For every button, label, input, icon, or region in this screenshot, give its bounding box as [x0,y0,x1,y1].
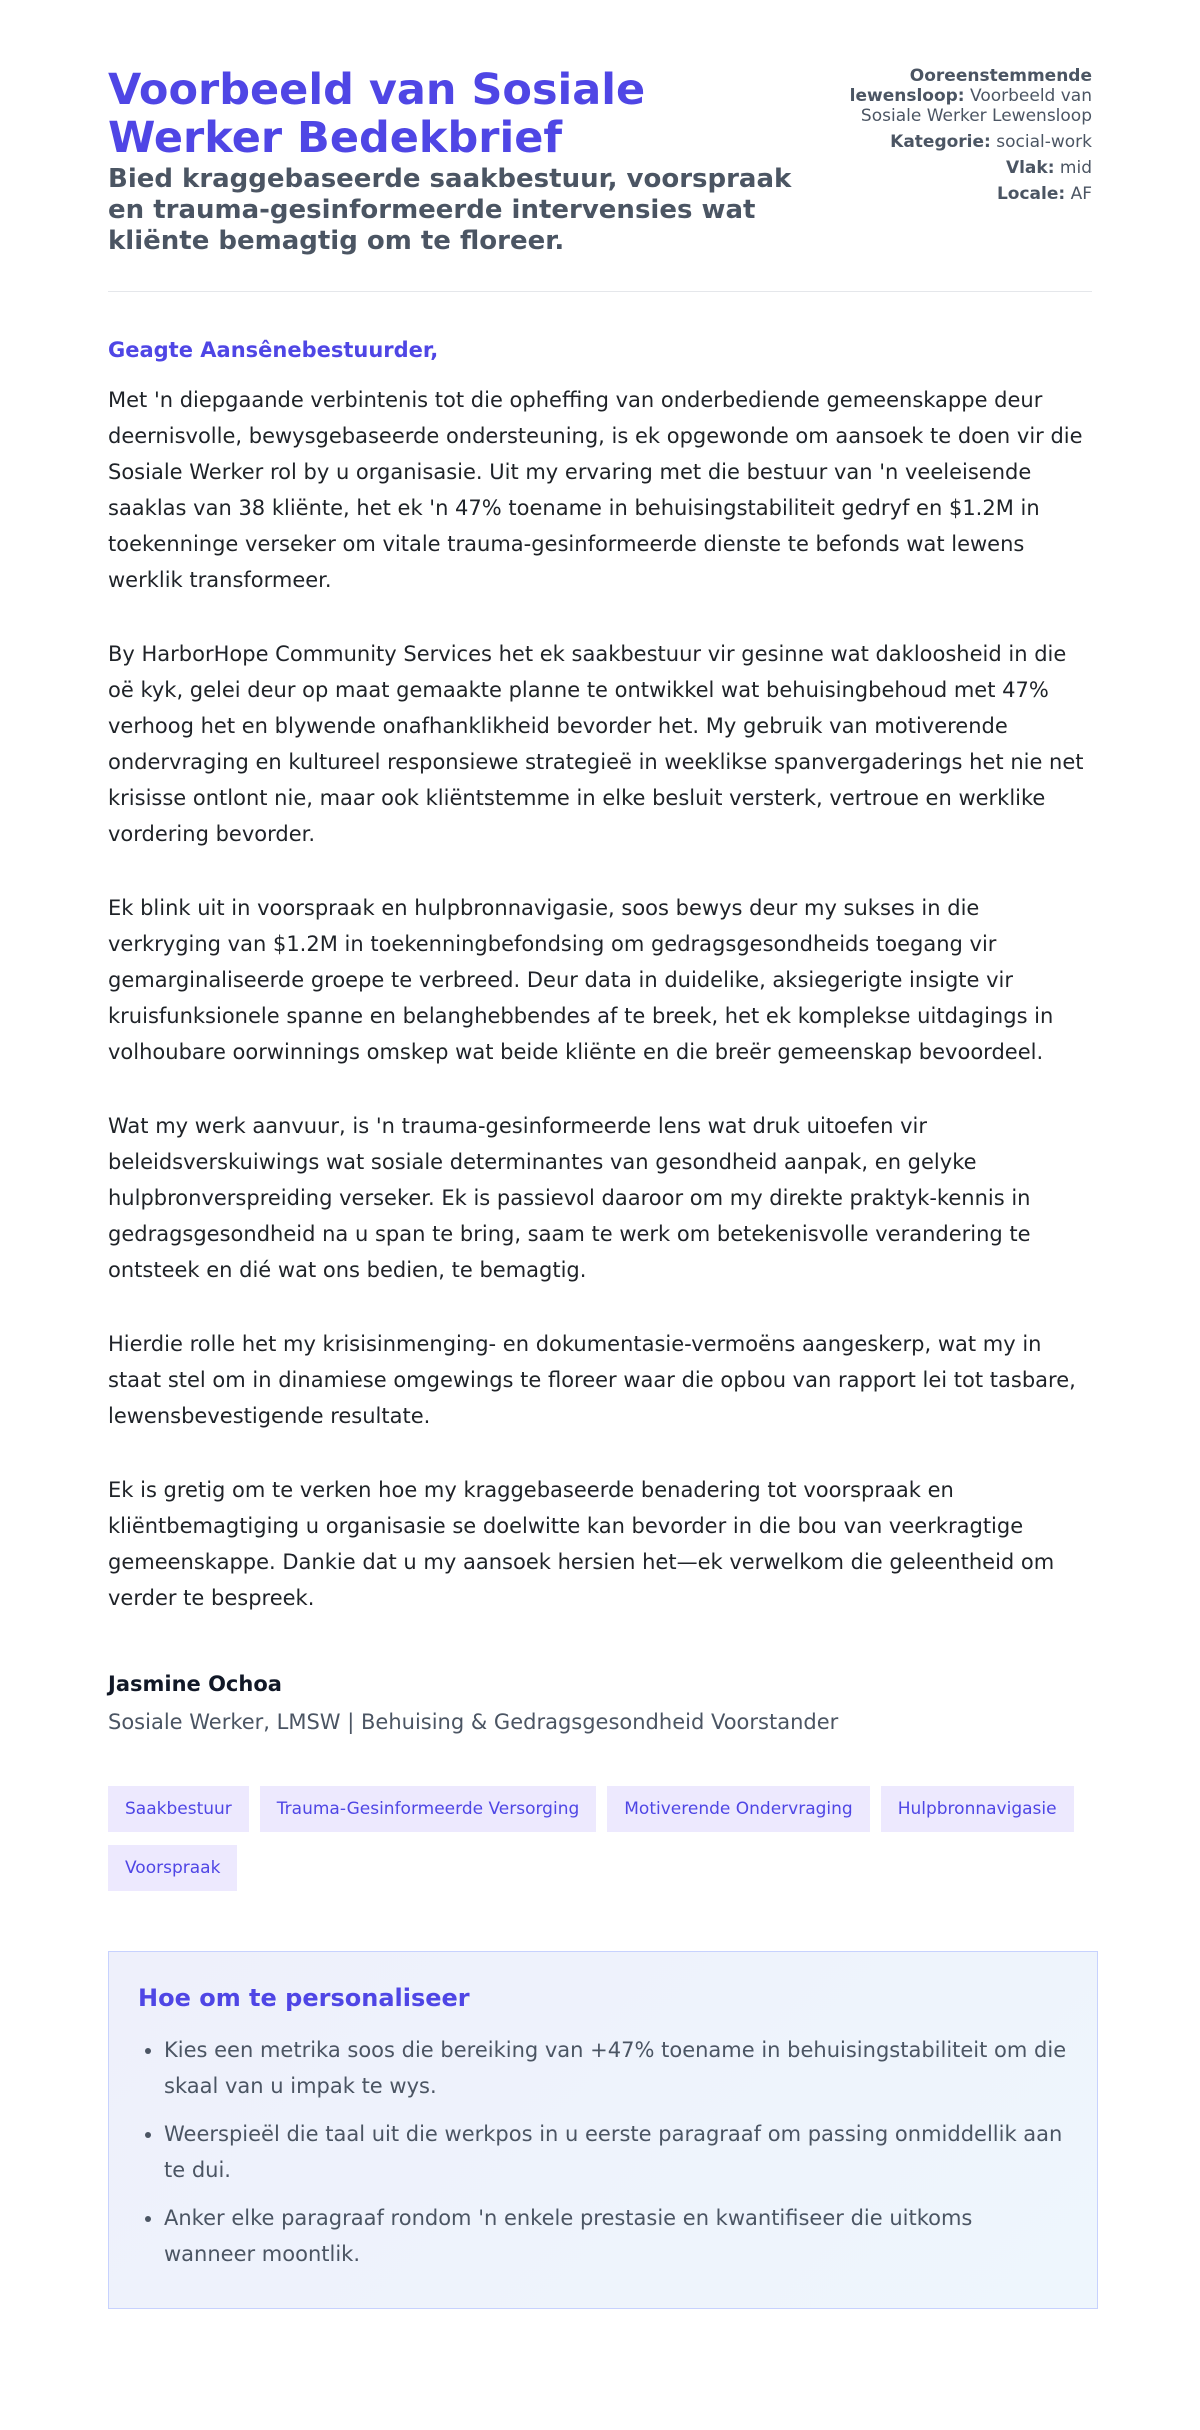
page-subtitle: Bied kraggebaseerde saakbestuur, voorspraak en trauma-gesinformeerde intervensies wat kliënte bemagtig om te floreer. [108,164,792,256]
skill-tag[interactable]: Motiverende Ondervraging [607,1786,869,1832]
tips-list-item: • Anker elke paragraaf rondom 'n enkele prestasie en kwantifiseer die uitkoms wanneer moontlik. [164,2200,1068,2272]
skill-tag[interactable]: Trauma-Gesinformeerde Versorging [260,1786,596,1832]
letter-paragraph: Met 'n diepgaande verbintenis tot die opheffing van onderbediende gemeenskappe deur deernisvolle, bewysgebaseerde ondersteuning, is ek opgewonde om aansoek te doen vir die Sosiale Werker rol by u organisasie. Uit my ervaring met die bestuur van 'n veeleisende saaklas van 38 kliënte, het ek 'n 47% toename in behuisingstabiliteit gedryf en $1.2M in toekenninge verseker om vitale trauma-gesinformeerde dienste te befonds wat lewens werklik transformeer. [108,388,1083,592]
meta-locale [832,184,1092,204]
letter-paragraph: Wat my werk aanvuur, is 'n trauma-gesinformeerde lens wat druk uitoefen vir beleidsverskuiwings wat sosiale determinantes van gesondheid aanpak, en gelyke hulpbronverspreiding verseker. Ek is passievol daaroor om my direkte praktyk-kennis in gedragsgesondheid na u span te bring, saam te werk om betekenisvolle verandering te ontsteek en dié wat ons bedien, te bemagtig. [108,1114,1031,1282]
letter-paragraph: Ek is gretig om te verken hoe my kraggebaseerde benadering tot voorspraak en kliëntbemagtiging u organisasie se doelwitte kan bevorder in die bou van veerkragtige gemeenskappe. Dankie dat u my aansoek hersien het—ek verwelkom die geleentheid om verder te bespreek. [108,1478,1055,1610]
letter-paragraph: By HarborHope Community Services het ek saakbestuur vir gesinne wat dakloosheid in die oë kyk, gelei deur op maat gemaakte planne te ontwikkel wat behuisingbehoud met 47% verhoog het en blywende onafhanklikheid bevorder het. My gebruik van motiverende ondervraging en kultureel responsiewe strategieë in weeklikse spanvergaderings het nie net krisisse ontlont nie, maar ook kliëntstemme in elke besluit versterk, vertroue en werklike vordering bevorder. [108,642,1084,846]
meta-level-value: mid [1059,158,1092,178]
letter-paragraph: Ek blink uit in voorspraak en hulpbronnavigasie, soos bewys deur my sukses in die verkryging van $1.2M in toekenningbefondsing om gedragsgesondheids toegang vir gemarginaliseerde groepe te verbreed. Deur data in duidelike, aksiegerigte insigte vir kruisfunksionele spanne en belanghebbendes af te breek, het ek komplekse uitdagings in volhoubare oorwinnings omskep wat beide kliënte en die breër gemeenskap bevoordeel. [108,896,1054,1064]
meta-resume-link[interactable]: Voorbeeld van Sosiale Werker Lewensloop [860,86,1092,126]
personalize-tips-box [108,1951,1098,2309]
page-title: Voorbeeld van Sosiale Werker Bedekbrief [108,65,646,163]
signature-title: Sosiale Werker, LMSW | Behuising & Gedragsgesondheid Voorstander [108,1710,839,1734]
skill-tag[interactable]: Saakbestuur [108,1786,249,1832]
letter-salutation: Geagte Aansênebestuurder, [108,338,439,362]
meta-resume-label: Ooreenstemmende lewensloop: [849,66,1092,106]
tips-list-item: • Kies een metrika soos die bereiking van +47% toename in behuisingstabiliteit om die skaal van u impak te wys. [164,2032,1068,2104]
tips-list-item: • Weerspieël die taal uit die werkpos in u eerste paragraaf om passing onmiddellik aan te dui. [164,2116,1068,2188]
meta-locale-value: AF [1070,184,1092,204]
tips-title: Hoe om te personaliseer [138,1984,470,2012]
meta-locale-label: Locale: [996,184,1066,204]
page-header [108,66,1092,292]
meta-resume [832,66,1092,126]
meta-panel [832,66,1092,210]
letter-paragraph: Hierdie rolle het my krisisinmenging- en dokumentasie-vermoëns aangeskerp, wat my in staat stel om in dinamiese omgewings te floreer waar die opbou van rapport lei tot tasbare, lewensbevestigende resultate. [108,1332,1076,1428]
letter-body [108,382,1092,1616]
skill-tag[interactable]: Voorspraak [108,1845,237,1891]
meta-level-label: Vlak: [1005,158,1055,178]
meta-category [832,132,1092,152]
meta-level [832,158,1092,178]
signature-name: Jasmine Ochoa [108,1672,282,1696]
skill-tags [108,1786,1098,1891]
meta-category-value: social-work [996,132,1092,152]
header-title-block [108,66,808,257]
tips-list [138,2032,1068,2272]
skill-tag[interactable]: Hulpbronnavigasie [881,1786,1074,1832]
meta-category-label: Kategorie: [890,132,991,152]
